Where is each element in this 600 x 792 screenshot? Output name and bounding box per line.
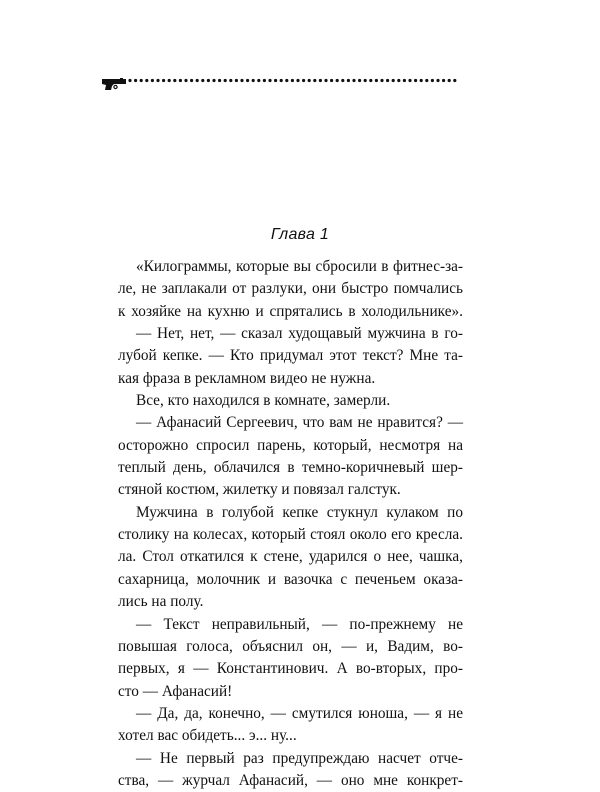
- text-line: — Афанасий Сергеевич, что вам не нравится? —: [136, 414, 463, 432]
- text-line: кая фраза в рекламном видео не нужна.: [118, 369, 376, 387]
- text-line: ле, не заплакали от разлуки, они быстро помчались: [118, 280, 463, 298]
- rule-dot: [229, 79, 232, 82]
- rule-dot: [201, 79, 204, 82]
- text-line: ства, — журчал Афанасий, — оно мне конкрет-: [118, 771, 463, 789]
- rule-dot: [420, 79, 423, 82]
- text-line: — Текст неправильный, — по-прежнему не: [136, 615, 463, 633]
- rule-dot: [184, 79, 187, 82]
- rule-dot: [397, 79, 400, 82]
- dotted-rule: [128, 79, 456, 82]
- rule-dot: [240, 79, 243, 82]
- revolver-icon: [102, 78, 126, 90]
- rule-dot: [140, 79, 143, 82]
- rule-dot: [257, 79, 260, 82]
- rule-dot: [134, 79, 137, 82]
- rule-dot: [403, 79, 406, 82]
- text-line: Все, кто находился в комнате, замерли.: [136, 392, 391, 410]
- rule-dot: [392, 79, 395, 82]
- rule-dot: [291, 79, 294, 82]
- text-line: сахарница, молочник и вазочка с печеньем оказа-: [118, 570, 463, 588]
- chapter-title: Глава 1: [270, 226, 330, 243]
- rule-dot: [168, 79, 171, 82]
- rule-dot: [268, 79, 271, 82]
- text-line: хотел вас обидеть... э... ну...: [118, 727, 297, 745]
- paragraph: [118, 614, 463, 703]
- text-line: столику на колесах, который стоял около его кресла.: [118, 526, 463, 544]
- rule-dot: [358, 79, 361, 82]
- rule-dot: [364, 79, 367, 82]
- rule-dot: [252, 79, 255, 82]
- rule-dot: [324, 79, 327, 82]
- rule-dot: [386, 79, 389, 82]
- text-line: теплый день, облачился в темно-коричневый шер-: [118, 459, 463, 477]
- rule-dot: [352, 79, 355, 82]
- paragraph: [118, 323, 463, 390]
- rule-dot: [369, 79, 372, 82]
- text-line: первых, я — Константинович. А во-вторых, про-: [118, 660, 463, 678]
- text-line: — Да, да, конечно, — смутился юноша, — я не: [136, 704, 463, 722]
- rule-dot: [145, 79, 148, 82]
- rule-dot: [347, 79, 350, 82]
- rule-dot: [162, 79, 165, 82]
- rule-dot: [308, 79, 311, 82]
- rule-dot: [436, 79, 439, 82]
- rule-dot: [313, 79, 316, 82]
- text-line: ла. Стол откатился к стене, ударился о нее, чашка,: [118, 548, 463, 566]
- rule-dot: [414, 79, 417, 82]
- rule-dot: [212, 79, 215, 82]
- rule-dot: [285, 79, 288, 82]
- rule-dot: [453, 79, 456, 82]
- rule-dot: [296, 79, 299, 82]
- rule-dot: [207, 79, 210, 82]
- rule-dot: [173, 79, 176, 82]
- rule-dot: [448, 79, 451, 82]
- text-line: осторожно спросил парень, который, несмотря на: [118, 436, 463, 454]
- header-ornament: [100, 70, 462, 94]
- rule-dot: [224, 79, 227, 82]
- text-line: к хозяйке на кухню и спрятались в холодильнике».: [118, 302, 463, 320]
- paragraph: [118, 390, 463, 412]
- rule-dot: [330, 79, 333, 82]
- rule-dot: [336, 79, 339, 82]
- text-line: лубой кепке. — Кто придумал этот текст? Мне та-: [118, 347, 463, 365]
- rule-dot: [274, 79, 277, 82]
- rule-dot: [156, 79, 159, 82]
- rule-dot: [375, 79, 378, 82]
- rule-dot: [263, 79, 266, 82]
- text-line: — Нет, нет, — сказал худощавый мужчина в го-: [136, 325, 463, 343]
- text-line: Мужчина в голубой кепке стукнул кулаком по: [136, 503, 463, 521]
- paragraph: [118, 703, 463, 748]
- rule-dot: [380, 79, 383, 82]
- paragraph: [118, 502, 463, 614]
- rule-dot: [442, 79, 445, 82]
- text-line: стяной костюм, жилетку и повязал галстук.: [118, 481, 401, 499]
- text-line: «Килограммы, которые вы сбросили в фитнес-за-: [136, 258, 463, 275]
- rule-dot: [408, 79, 411, 82]
- rule-dot: [196, 79, 199, 82]
- text-line: — Не первый раз предупреждаю насчет отче-: [136, 749, 463, 767]
- rule-dot: [190, 79, 193, 82]
- rule-dot: [128, 79, 131, 82]
- rule-dot: [431, 79, 434, 82]
- rule-dot: [246, 79, 249, 82]
- text-line: лись на полу.: [118, 593, 204, 611]
- rule-dot: [235, 79, 238, 82]
- text-line: повышая голоса, объяснил он, — и, Вадим, во-: [118, 637, 463, 655]
- rule-dot: [151, 79, 154, 82]
- rule-dot: [319, 79, 322, 82]
- text-line: сто — Афанасий!: [118, 682, 233, 700]
- paragraph: [118, 412, 463, 501]
- rule-dot: [218, 79, 221, 82]
- paragraph: [118, 748, 463, 792]
- rule-dot: [179, 79, 182, 82]
- page-text: [118, 256, 463, 792]
- rule-dot: [302, 79, 305, 82]
- rule-dot: [280, 79, 283, 82]
- paragraph: [118, 256, 463, 323]
- rule-dot: [341, 79, 344, 82]
- rule-dot: [425, 79, 428, 82]
